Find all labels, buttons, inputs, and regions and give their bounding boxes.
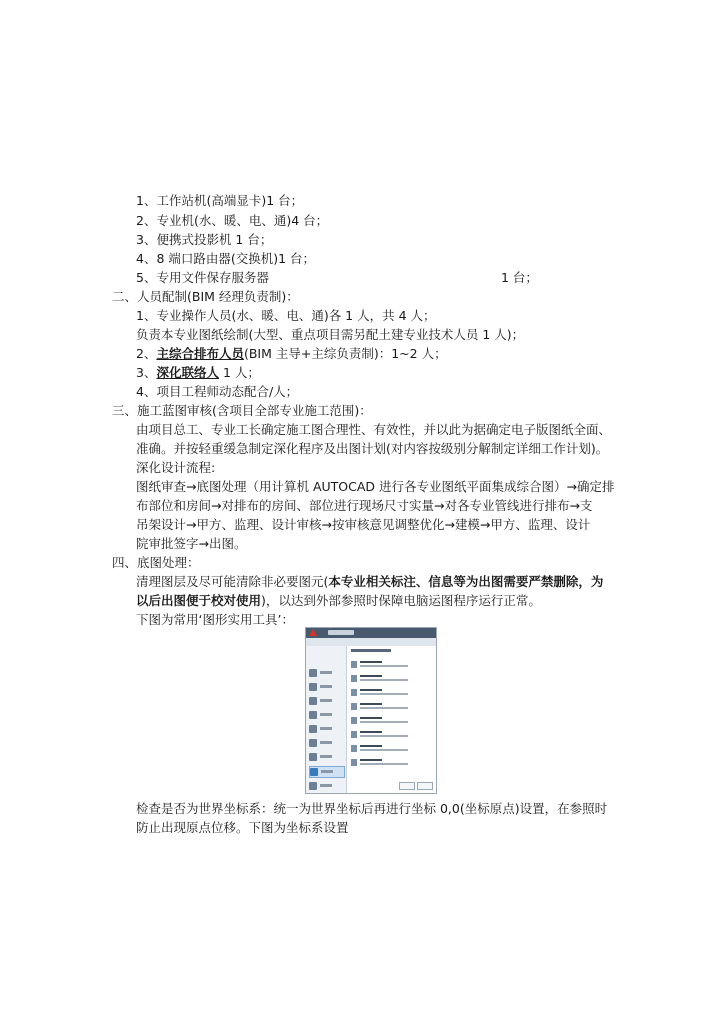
text-line: 3、便携式投影机 1 台； [136, 232, 273, 247]
text-line: 1、工作站机(高端显卡)1 台； [136, 193, 304, 208]
bold-text: 本专业相关标注、信息等为出图需要严禁删除，为 [328, 574, 604, 589]
drawing-utilities-icon [310, 768, 318, 776]
submenu-row [351, 674, 433, 684]
menu-item-drawing-utilities [309, 766, 345, 778]
text-span: 1 人； [218, 365, 260, 380]
section-heading: 四、底图处理： [112, 555, 200, 570]
print-icon [309, 739, 317, 747]
text-line: 由项目总工、专业工长确定施工图合理性、有效性，并以此为据确定电子版图纸全面、 [136, 422, 612, 437]
options-button [399, 782, 415, 790]
text-line: 吊架设计→甲方、监理、设计审核→按审核意见调整优化→建模→甲方、监理、设计 [136, 517, 591, 532]
close-icon [309, 782, 317, 790]
menu-item [309, 696, 343, 706]
text-line: 图纸审查→底图处理（用计算机 AUTOCAD 进行各专业图纸平面集成综合图）→确定排 [136, 479, 615, 494]
app-logo-icon [309, 629, 317, 636]
text-line: 1、专业操作人员(水、暖、电、通)各 1 人，共 4 人； [136, 308, 436, 323]
menu-item [309, 668, 343, 678]
text-line: 深化设计流程: [136, 460, 216, 475]
text-line: 防止出现原点位移。下图为坐标系设置 [136, 820, 349, 835]
text-span: 清理图层及尽可能清除非必要图元( [136, 574, 329, 589]
utilities-menu-screenshot [305, 627, 437, 794]
text-line: 2、专业机(水、暖、电、通)4 台； [136, 213, 329, 228]
text-line [136, 592, 541, 610]
utilities-submenu [347, 646, 436, 793]
submenu-row [351, 688, 433, 698]
menu-item [309, 752, 343, 762]
menu-item [309, 710, 343, 720]
text-line [136, 364, 260, 382]
open-folder-icon [309, 683, 317, 691]
section-heading: 二、人员配制(BIM 经理负责制)： [112, 289, 299, 304]
menu-item [309, 682, 343, 692]
text-line [136, 573, 603, 591]
text-span: (BIM 主导+主综负责制)：1~2 人； [243, 346, 447, 361]
exit-button [417, 782, 433, 790]
text-line: 下图为常用‘图形实用工具’： [136, 612, 294, 627]
submenu-row [351, 660, 433, 670]
save-as-icon [309, 711, 317, 719]
item-number: 3、 [136, 365, 157, 380]
submenu-heading [351, 649, 391, 652]
text-line: 4、8 端口路由器(交换机)1 台； [136, 251, 316, 266]
text-line [136, 345, 447, 363]
text-line: 准确。并按轻重缓急制定深化程序及出图计划(对内容按级别分解制定详细工作计划)。 [136, 441, 609, 456]
submenu-row [351, 730, 433, 740]
bold-text: 以后出图便于校对使用 [136, 593, 262, 608]
menu-bar [306, 638, 436, 646]
text-line: 检查是否为世界坐标系：统一为世界坐标后再进行坐标 0,0(坐标原点)设置，在参照时 [136, 801, 608, 816]
menu-item [309, 781, 343, 791]
submenu-row [351, 716, 433, 726]
menu-item [309, 724, 343, 734]
text-line: 5、专用文件保存服务器 [136, 270, 269, 285]
submenu-row [351, 758, 433, 768]
text-line: 布部位和房间→对排布的房间、部位进行现场尺寸实量→对各专业管线进行排布→支 [136, 498, 593, 513]
new-file-icon [309, 669, 317, 677]
item-number: 2、 [136, 346, 157, 361]
section-heading: 三、施工蓝图审核(含项目全部专业施工范围)： [112, 403, 372, 418]
text-span: )，以达到外部参照时保障电脑运图程序运行正常。 [261, 593, 541, 608]
save-icon [309, 697, 317, 705]
emphasis-text: 主综合排布人员 [156, 346, 244, 361]
emphasis-text: 深化联络人 [156, 365, 219, 380]
export-icon [309, 725, 317, 733]
text-line: 院审批签字→出图。 [136, 536, 247, 551]
submenu-row [351, 744, 433, 754]
application-menu-list [306, 646, 347, 793]
text-line: 4、项目工程师动态配合/人； [136, 384, 299, 399]
submenu-row [351, 702, 433, 712]
text-line: 负责本专业图纸绘制(大型、重点项目需另配土建专业技术人员 1 人)； [136, 327, 525, 342]
publish-icon [309, 753, 317, 761]
title-bar [306, 628, 436, 638]
menu-item [309, 738, 343, 748]
search-box [328, 630, 354, 635]
text-line: 1 台； [501, 270, 538, 285]
